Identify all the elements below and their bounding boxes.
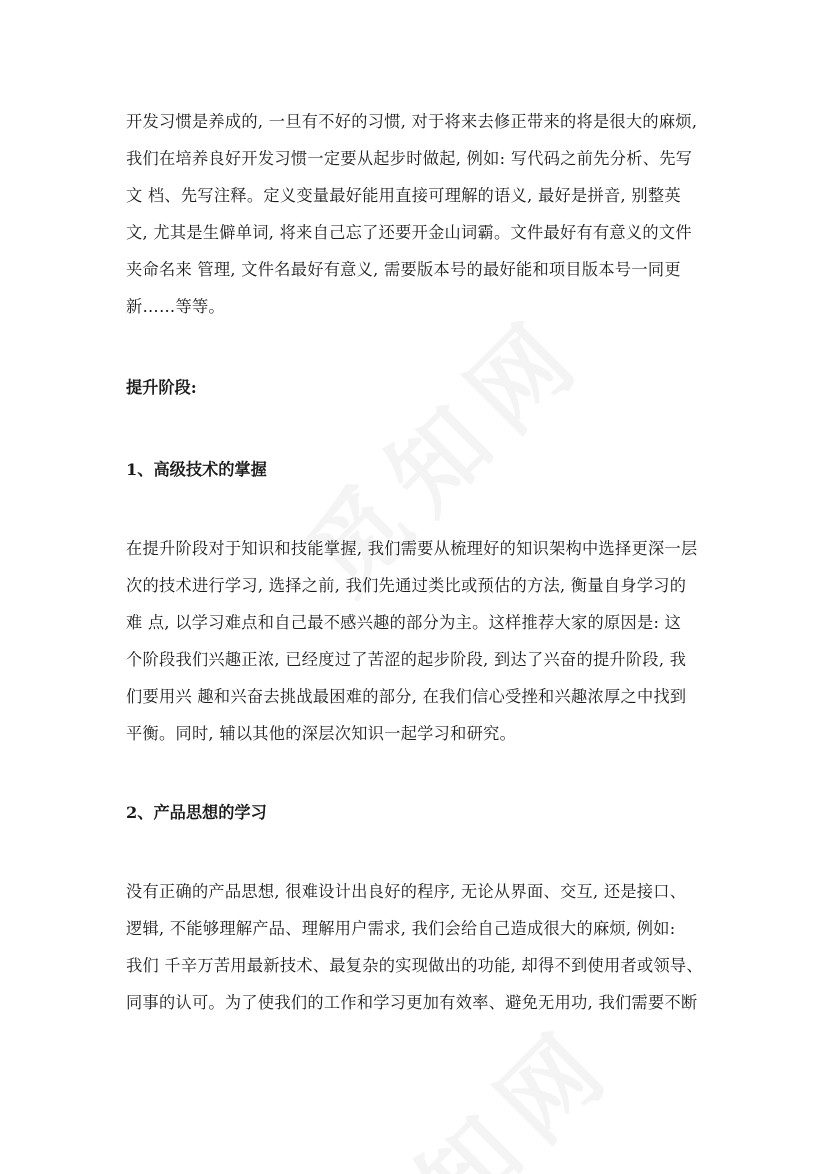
text-line: 难 点, 以学习难点和自己最不感兴趣的部分为主。这样推荐大家的原因是: 这	[126, 613, 682, 632]
text-line: 新……等等。	[126, 297, 225, 316]
text-line: 我们 千辛万苦用最新技术、最复杂的实现做出的功能, 却得不到使用者或领导、	[126, 956, 703, 975]
text-line: 个阶段我们兴趣正浓, 已经度过了苦涩的起步阶段, 到达了兴奋的提升阶段, 我	[126, 650, 687, 669]
product-thinking-paragraph	[126, 873, 718, 1021]
text-line: 在提升阶段对于知识和技能掌握, 我们需要从梳理好的知识架构中选择更深一层	[126, 539, 698, 558]
text-line: 没有正确的产品思想, 很难设计出良好的程序, 无论从界面、交互, 还是接口、	[126, 882, 687, 901]
advanced-tech-paragraph	[126, 530, 718, 752]
text-line: 逻辑, 不能够理解产品、理解用户需求, 我们会给自己造成很大的麻烦, 例如:	[126, 919, 676, 938]
text-line: 同事的认可。为了使我们的工作和学习更加有效率、避免无用功, 我们需要不断	[126, 993, 698, 1012]
text-line: 夹命名来 管理, 文件名最好有意义, 需要版本号的最好能和项目版本号一同更	[126, 260, 681, 279]
stage-heading: 提升阶段:	[126, 378, 197, 397]
section-heading-advanced-tech: 1、高级技术的掌握	[126, 460, 267, 479]
text-line: 们要用兴 趣和兴奋去挑战最困难的部分, 在我们信心受挫和兴趣浓厚之中找到	[126, 687, 687, 706]
document-body	[126, 103, 718, 1021]
text-line: 次的技术进行学习, 选择之前, 我们先通过类比或预估的方法, 衡量自身学习的	[126, 576, 687, 595]
text-line: 文, 尤其是生僻单词, 将来自己忘了还要开金山词霸。文件最好有有意义的文件	[126, 223, 692, 242]
text-line: 平衡。同时, 辅以其他的深层次知识一起学习和研究。	[126, 724, 517, 743]
text-line: 我们在培养良好开发习惯一定要从起步时做起, 例如: 写代码之前先分析、先写	[126, 149, 693, 168]
intro-paragraph	[126, 103, 718, 325]
text-line: 文 档、先写注释。定义变量最好能用直接可理解的语义, 最好是拼音, 别整英	[126, 186, 681, 205]
text-line: 开发习惯是养成的, 一旦有不好的习惯, 对于将来去修正带来的将是很大的麻烦,	[126, 112, 698, 131]
section-heading-product-thinking: 2、产品思想的学习	[126, 803, 267, 822]
